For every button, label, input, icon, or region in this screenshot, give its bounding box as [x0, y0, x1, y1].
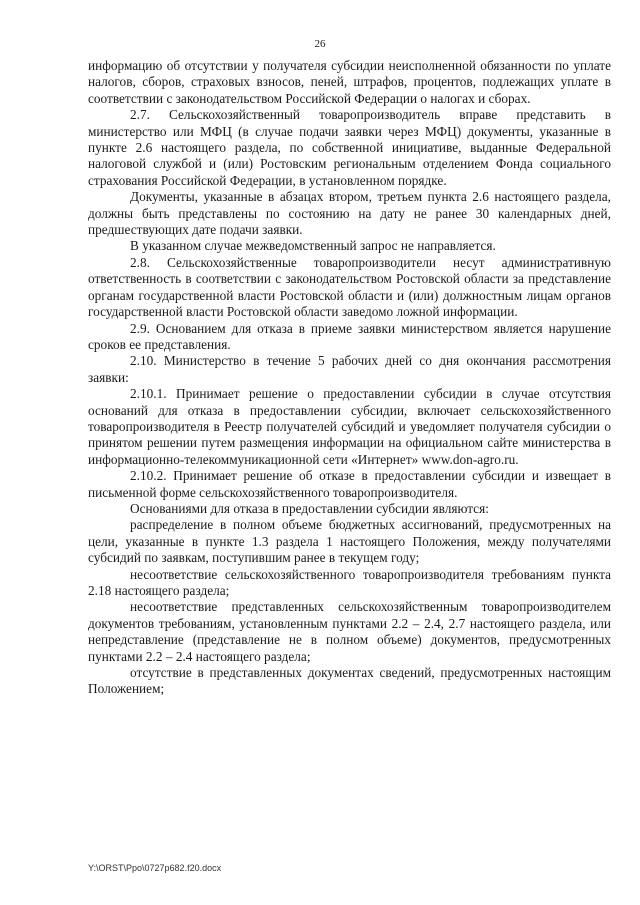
- paragraph-2-10: 2.10. Министерство в течение 5 рабочих дней со дня окончания рассмотрения заявки:: [88, 353, 611, 385]
- paragraph-refusal-ground-requirements: несоответствие сельскохозяйственного товаропроизводителя требованиям пункта 2.18 настоящего раздела;: [88, 566, 611, 598]
- paragraph-2-10-1: 2.10.1. Принимает решение о предоставлении субсидии в случае отсутствия оснований для отказа в предоставлении субсидии, включает сельскохозяйственного товаропроизводителя в Реестр получателей субсидий и уведомляет получателя субсидии о принятом решении путем размещения информации на официальном сайте министерства в информационно-телекоммуникационной сети «Интернет» www.don-agro.ru.: [88, 386, 611, 467]
- paragraph-refusal-grounds-intro: Основаниями для отказа в предоставлении субсидии являются:: [130, 500, 489, 516]
- paragraph-refusal-ground-budget: распределение в полном объеме бюджетных ассигнований, предусмотренных на цели, указанные в пункте 1.3 раздела 1 настоящего Положения, между получателями субсидий по заявкам, поступившим ранее в текущем году;: [88, 517, 611, 566]
- paragraph-2-8: 2.8. Сельскохозяйственные товаропроизводители несут административную ответственность в соответствии с законодательством Ростовской области за представление органам государственной власти Ростовской области и (или) должностным лицам органов государственной власти Ростовской области заведомо ложной информации.: [88, 254, 611, 320]
- footer-file-path: Y:\ORST\Ppo\0727p682.f20.docx: [88, 863, 222, 873]
- paragraph-no-interagency-request: В указанном случае межведомственный запрос не направляется.: [130, 238, 496, 254]
- document-body: [88, 58, 611, 698]
- paragraph-2-9: 2.9. Основанием для отказа в приеме заявки министерством является нарушение сроков ее представления.: [88, 320, 611, 352]
- paragraph-2-10-2: 2.10.2. Принимает решение об отказе в предоставлении субсидии и извещает в письменной форме сельскохозяйственного товаропроизводителя.: [88, 468, 611, 500]
- paragraph-refusal-ground-missing-info: отсутствие в представленных документах сведений, предусмотренных настоящим Положением;: [88, 665, 611, 697]
- paragraph-documents-validity: Документы, указанные в абзацах втором, третьем пункта 2.6 настоящего раздела, должны быть представлены по состоянию на дату не ранее 30 календарных дней, предшествующих дате подачи заявки.: [88, 189, 611, 238]
- paragraph-continuation: информацию об отсутствии у получателя субсидии неисполненной обязанности по уплате налогов, сборов, страховых взносов, пеней, штрафов, процентов, подлежащих уплате в соответствии с законодательством Российской Федерации о налогах и сборах.: [88, 58, 611, 106]
- page-number: 26: [314, 38, 326, 50]
- paragraph-refusal-ground-documents: несоответствие представленных сельскохозяйственным товаропроизводителем документов требованиям, установленным пунктами 2.2 – 2.4, 2.7 настоящего раздела, или непредставление (представление не в полном объеме) документов, предусмотренных пунктами 2.2 – 2.4 настоящего раздела;: [88, 599, 611, 664]
- paragraph-2-7: 2.7. Сельскохозяйственный товаропроизводитель вправе представить в министерство или МФЦ (в случае подачи заявки через МФЦ) документы, указанные в пункте 2.6 настоящего раздела, по собственной инициативе, выданные Федеральной налоговой службой и (или) Ростовским региональным отделением Фонда социального страхования Российской Федерации, в установленном порядке.: [88, 107, 611, 188]
